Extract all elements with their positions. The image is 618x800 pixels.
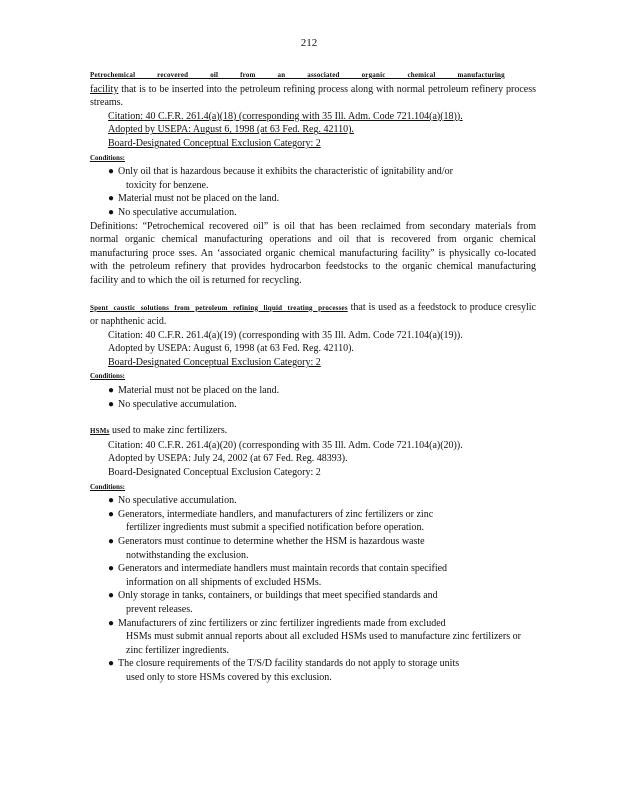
- condition-text: Only storage in tanks, containers, or buildings that meet specified standards and: [118, 590, 438, 602]
- exclusion-category: Board-Designated Conceptual Exclusion Category: 2: [108, 467, 321, 479]
- exclusion-category: Board-Designated Conceptual Exclusion Category: 2: [108, 356, 321, 368]
- condition-text: No speculative accumulation.: [118, 398, 237, 410]
- condition-text: Only oil that is hazardous because it exhibits the characteristic of ignitability and/or: [118, 166, 453, 178]
- section-heading-title: HSMs: [90, 427, 110, 436]
- section-heading: [90, 424, 536, 439]
- condition-text: No speculative accumulation.: [118, 495, 237, 507]
- conditions-label: Conditions:: [90, 482, 126, 491]
- document-body: [90, 68, 536, 698]
- list-item: [108, 617, 536, 658]
- conditions-label: Conditions:: [90, 153, 126, 162]
- condition-text: Generators must continue to determine whether the HSM is hazardous waste: [118, 536, 425, 547]
- list-item: [108, 535, 536, 562]
- exclusion-section-hsms: [90, 424, 536, 684]
- condition-text: Material must not be placed on the land.: [118, 385, 280, 397]
- bullet-icon: ●: [108, 193, 115, 205]
- bullet-icon: ●: [108, 617, 115, 629]
- bullet-icon: ●: [108, 590, 115, 602]
- page-number: 212: [300, 37, 318, 49]
- bullet-icon: ●: [108, 658, 115, 670]
- condition-text-cont: notwithstanding the exclusion.: [126, 549, 249, 561]
- list-item: [108, 562, 536, 589]
- citation: Citation: 40 C.F.R. 261.4(a)(19) (corresponding with 35 Ill. Adm. Code 721.104(a)(19)).: [108, 329, 463, 341]
- condition-text-cont: HSMs must submit annual reports about all excluded HSMs used to manufacture zinc fertilizers or zinc fertilizer ingredients.: [126, 631, 521, 656]
- condition-text: Generators, intermediate handlers, and manufacturers of zinc fertilizers or zinc: [118, 508, 434, 520]
- conditions-list: [90, 494, 536, 684]
- bullet-icon: ●: [108, 508, 115, 520]
- bullet-icon: ●: [108, 385, 115, 397]
- condition-text-cont: used only to store HSMs covered by this exclusion.: [126, 671, 332, 683]
- bullet-icon: ●: [108, 166, 115, 178]
- bullet-icon: ●: [108, 563, 115, 575]
- list-item: [108, 206, 536, 220]
- section-heading-rest: that is to be inserted into the petroleum refining process along with normal petroleum refinery process streams.: [90, 83, 536, 109]
- list-item: [108, 192, 536, 206]
- condition-text-cont: information on all shipments of excluded HSMs.: [126, 576, 322, 588]
- list-item: [108, 589, 536, 616]
- condition-text: Material must not be placed on the land.: [118, 193, 280, 205]
- list-item: [108, 165, 536, 192]
- section-heading-rest: that is used as a feedstock to produce cresylic or naphthenic acid.: [90, 301, 536, 328]
- section-heading-title-cont: facility: [90, 83, 119, 95]
- adopted-by: Adopted by USEPA: August 6, 1998 (at 63 Fed. Reg. 42110).: [108, 124, 354, 136]
- condition-text-cont: toxicity for benzene.: [126, 179, 209, 191]
- bullet-icon: ●: [108, 206, 115, 218]
- conditions-list: [90, 165, 536, 219]
- list-item: [108, 494, 536, 508]
- list-item: [108, 384, 536, 398]
- condition-text-cont: fertilizer ingredients must submit a specified notification before operation.: [126, 522, 424, 534]
- list-item: [108, 657, 536, 684]
- adopted-by: Adopted by USEPA: August 6, 1998 (at 63 Fed. Reg. 42110).: [108, 343, 354, 355]
- section-heading-title: Spent caustic solutions from petroleum refining liquid treating processes: [90, 303, 348, 312]
- list-item: [108, 398, 536, 412]
- exclusion-section-spent-caustic: [90, 301, 536, 412]
- condition-text: Generators and intermediate handlers must maintain records that contain specified: [118, 563, 448, 575]
- adopted-by: Adopted by USEPA: July 24, 2002 (at 67 Fed. Reg. 48393).: [108, 453, 348, 465]
- list-item: [108, 508, 536, 535]
- bullet-icon: ●: [108, 536, 115, 547]
- section-heading: [90, 301, 536, 329]
- exclusion-category: Board-Designated Conceptual Exclusion Category: 2: [108, 137, 321, 149]
- conditions-label: Conditions:: [90, 372, 126, 381]
- conditions-list: [90, 384, 536, 411]
- definitions-paragraph: Definitions: “Petrochemical recovered oil” is oil that has been reclaimed from secondary materials from normal organic chemical manufacturing operations and oil that is recovered from organic chemical manufacturing proce sses. An ‘associated organic chemical manufacturing facility” is physically co-located with the petroleum refinery that provides hydrocarbon feedstocks to the organic chemical manufacturing facility and to which the oil is returned for recycling.: [90, 220, 536, 286]
- condition-text: The closure requirements of the T/S/D facility standards do not apply to storage units: [118, 658, 460, 670]
- section-heading-title: Petrochemical recovered oil from an associated organic chemical manufacturing: [90, 71, 505, 79]
- citation: Citation: 40 C.F.R. 261.4(a)(18) (corresponding with 35 Ill. Adm. Code 721.104(a)(18)).: [108, 110, 463, 122]
- section-heading: [90, 68, 536, 110]
- exclusion-section-petrochemical: [90, 68, 536, 288]
- bullet-icon: ●: [108, 398, 115, 410]
- citation: Citation: 40 C.F.R. 261.4(a)(20) (corresponding with 35 Ill. Adm. Code 721.104(a)(20)).: [108, 439, 463, 451]
- condition-text: No speculative accumulation.: [118, 206, 237, 218]
- condition-text-cont: prevent releases.: [126, 603, 193, 615]
- section-heading-rest: used to make zinc fertilizers.: [109, 425, 228, 437]
- condition-text: Manufacturers of zinc fertilizers or zinc fertilizer ingredients made from excluded: [118, 617, 446, 629]
- bullet-icon: ●: [108, 495, 115, 507]
